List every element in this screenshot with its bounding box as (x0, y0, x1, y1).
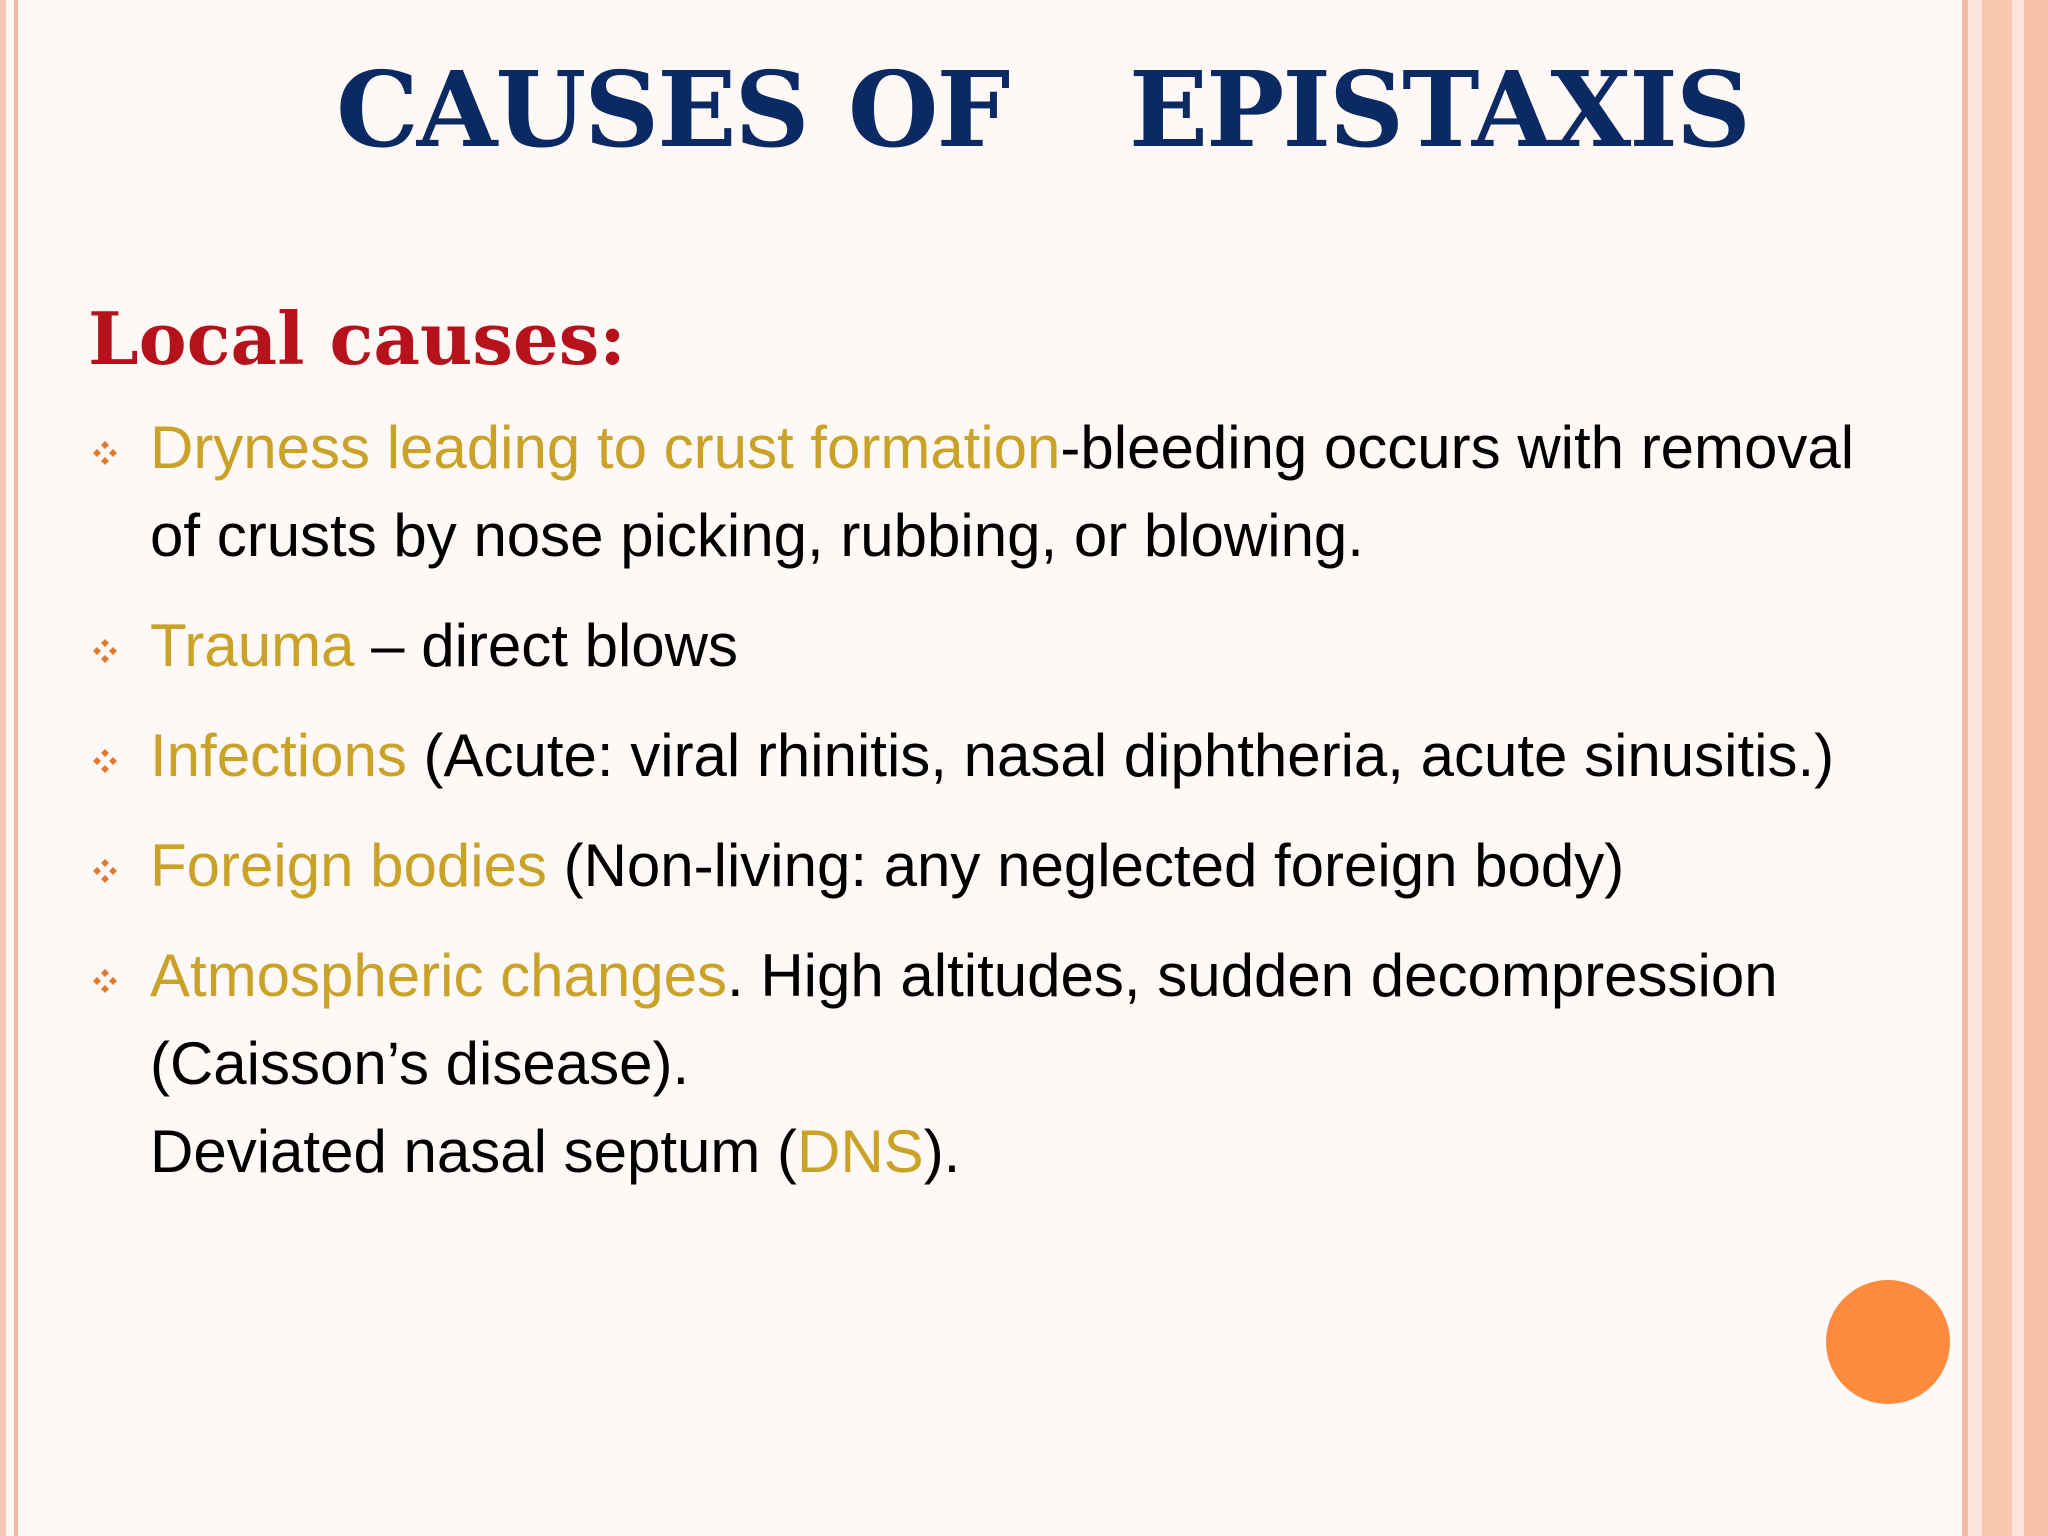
right-decorative-bar (2024, 0, 2048, 1536)
accent-circle (1826, 1280, 1950, 1404)
cause-list (88, 404, 1868, 1218)
list-item (88, 822, 1868, 910)
right-decorative-bar (1962, 0, 1968, 1536)
left-border-line (0, 0, 6, 1536)
extra-line-suffix: ). (923, 1118, 961, 1185)
cause-description: . High altitudes, sudden decompression (Caisson’s disease). (150, 942, 1778, 1097)
slide-title: CAUSES OF EPISTAXIS (336, 48, 1749, 171)
section-heading: Local causes: (88, 296, 626, 381)
diamond-bullet-icon (92, 968, 118, 994)
cause-name: Atmospheric changes (150, 942, 727, 1009)
cause-description: – direct blows (354, 612, 738, 679)
list-item (88, 932, 1868, 1196)
list-item (88, 712, 1868, 800)
cause-description: -bleeding occurs with removal of crusts by nose picking, rubbing, or blowing. (150, 414, 1855, 569)
cause-name: Foreign bodies (150, 832, 547, 899)
extra-line-prefix: Deviated nasal septum ( (150, 1118, 797, 1185)
extra-line-abbreviation: DNS (797, 1118, 924, 1185)
right-decorative-bar (1982, 0, 2012, 1536)
list-item (88, 404, 1868, 580)
diamond-bullet-icon (92, 638, 118, 664)
cause-name: Infections (150, 722, 407, 789)
cause-name: Trauma (150, 612, 355, 679)
list-item (88, 602, 1868, 690)
left-border-line (14, 0, 18, 1536)
diamond-bullet-icon (92, 440, 118, 466)
diamond-bullet-icon (92, 858, 118, 884)
cause-name: Dryness leading to crust formation (150, 414, 1061, 481)
diamond-bullet-icon (92, 748, 118, 774)
cause-description: (Non-living: any neglected foreign body) (546, 832, 1625, 899)
cause-description: (Acute: viral rhinitis, nasal diphtheria, acute sinusitis.) (406, 722, 1835, 789)
